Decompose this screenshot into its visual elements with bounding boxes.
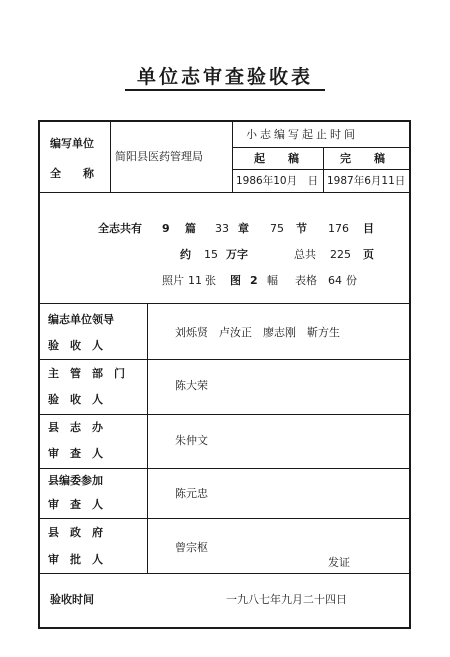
table-value: 64 <box>328 274 342 287</box>
stats-prefix: 全志共有 <box>98 222 142 235</box>
zhang-unit: 章 <box>238 222 249 235</box>
photo-label: 照片 <box>162 274 184 287</box>
unit-label-line2: 全 称 <box>50 167 94 180</box>
jie-unit: 节 <box>296 222 307 235</box>
yue-label: 约 <box>180 248 191 261</box>
row-label-line1: 县 政 府 <box>48 526 103 539</box>
figure-unit: 幅 <box>267 274 278 287</box>
period-header: 小志编写起止时间 <box>246 128 358 141</box>
end-label: 完 稿 <box>340 152 391 165</box>
photo-value: 11 <box>188 274 202 287</box>
total-label: 总共 <box>294 248 316 261</box>
header-divider-mid <box>323 147 324 192</box>
footer-date: 一九八七年九月二十四日 <box>226 593 347 606</box>
figure-label: 图 <box>230 274 241 287</box>
row-label-line1: 县 志 办 <box>48 421 103 434</box>
mu-unit: 目 <box>363 222 374 235</box>
row-note: 发证 <box>328 556 350 569</box>
row-value: 陈元忠 <box>175 487 208 500</box>
row-divider <box>40 414 409 415</box>
row-label-line2: 审 批 人 <box>48 553 103 566</box>
start-date: 1986年10月 日 <box>236 175 319 187</box>
row-label-line2: 验 收 人 <box>48 393 103 406</box>
unit-name: 简阳县医药管理局 <box>115 150 203 163</box>
row-label-line2: 审 查 人 <box>48 498 103 511</box>
row-divider <box>40 359 409 360</box>
words-unit: 万字 <box>226 248 248 261</box>
row-divider <box>40 518 409 519</box>
start-label: 起 稿 <box>254 152 305 165</box>
approval-form-table <box>38 120 411 629</box>
header-divider-vertical <box>110 122 111 192</box>
pian-value: 9 <box>162 222 170 235</box>
photo-unit: 张 <box>205 274 216 287</box>
row-divider <box>40 468 409 469</box>
table-unit: 份 <box>346 274 357 287</box>
header-divider-h1 <box>232 147 409 148</box>
row-value: 曾宗枢 <box>175 541 208 554</box>
zhang-value: 33 <box>215 222 229 235</box>
row-label-line1: 县编委参加 <box>48 474 103 487</box>
jie-value: 75 <box>270 222 284 235</box>
section-divider <box>40 303 409 304</box>
words-value: 15 <box>204 248 218 261</box>
row-value: 刘烁贤 卢汝正 廖志刚 靳方生 <box>175 326 340 339</box>
unit-label-line1: 编写单位 <box>50 137 94 150</box>
end-date: 1987年6月11日 <box>327 175 406 187</box>
pages-unit: 页 <box>363 248 374 261</box>
header-divider-h2 <box>232 169 409 170</box>
rows-divider-vertical <box>147 303 148 573</box>
row-value: 陈大荣 <box>175 379 208 392</box>
figure-value: 2 <box>250 274 258 287</box>
pian-unit: 篇 <box>185 222 196 235</box>
footer-label: 验收时间 <box>50 593 94 606</box>
section-divider <box>40 192 409 193</box>
page-title: 单位志审查验收表 <box>136 66 313 88</box>
header-divider-vertical-2 <box>232 122 233 192</box>
mu-value: 176 <box>328 222 349 235</box>
table-label: 表格 <box>295 274 317 287</box>
row-label-line2: 验 收 人 <box>48 339 103 352</box>
row-label-line2: 审 查 人 <box>48 447 103 460</box>
section-divider <box>40 573 409 574</box>
row-label-line1: 主 管 部 门 <box>48 367 125 380</box>
row-value: 朱仲文 <box>175 434 208 447</box>
pages-value: 225 <box>330 248 351 261</box>
row-label-line1: 编志单位领导 <box>48 313 114 326</box>
title-underline <box>125 89 325 91</box>
